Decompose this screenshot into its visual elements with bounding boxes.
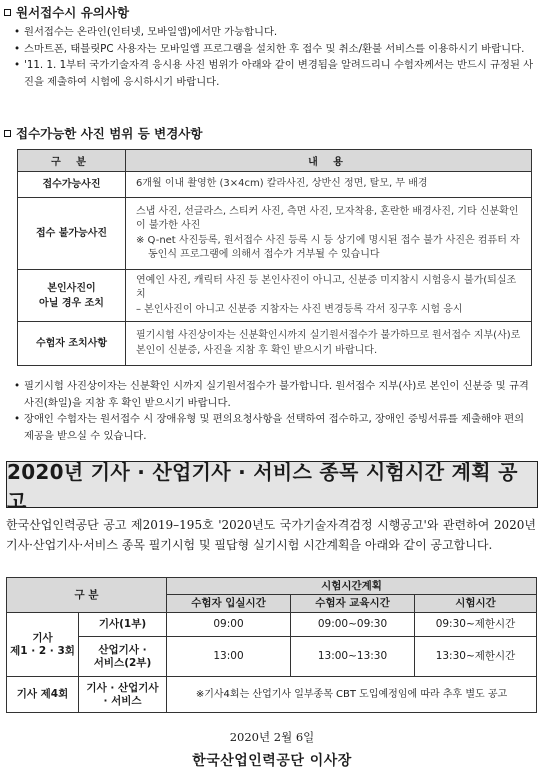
section-title-precautions (4, 3, 129, 21)
schedule-header-group: 구 분 (7, 578, 167, 613)
row-content: 6개월 이내 촬영한 (3×4cm) 칼라사진, 상반신 정면, 탈모, 무 배경 (126, 172, 532, 198)
table-row (18, 198, 532, 270)
row-label-line: 본인사진이 (47, 282, 96, 294)
sub-label (79, 637, 167, 677)
row-content (126, 198, 532, 270)
sub-label-line: · 서비스 (103, 694, 142, 707)
additional-notes-list (14, 378, 534, 444)
exam-time: 09:30~제한시간 (415, 613, 537, 637)
row-note: ※ Q-net 사진등록, 원서접수 사진 등록 시 등 상기에 명시된 접수 불가 사진은 컴퓨터 자동인식 프로그램에 의해서 접수가 거부될 수 있습니다 (136, 234, 520, 260)
education-time: 13:00~13:30 (291, 637, 415, 677)
schedule-header-plan: 시험시간계획 (167, 578, 537, 595)
round4-note: ※기사4회는 산업기사 일부종목 CBT 도입예정임에 따라 추후 별도 공고 (167, 677, 537, 713)
row-label: 접수가능사진 (18, 172, 126, 198)
col-entry-time: 수험자 입실시간 (167, 595, 291, 613)
photo-rules-table (17, 149, 532, 366)
row-dash-note: – 본인사진이 아니고 신분증 지참자는 사진 변경등록 각서 징구후 시험 응시 (136, 303, 463, 315)
row-content-text: 스냅 사진, 선글라스, 스티커 사진, 측면 사진, 모자착용, 혼란한 배경사진, 기타 신분확인이 불가한 사진 (136, 205, 519, 231)
table-header: 내 용 (126, 150, 532, 172)
table-row (18, 270, 532, 322)
sub-label-line: 서비스(2부) (93, 656, 152, 669)
education-time: 09:00~09:30 (291, 613, 415, 637)
table-header: 구 분 (18, 150, 126, 172)
announcement-paragraph: 한국산업인력공단 공고 제2019–195호 '2020년도 국가기술자격검정 시행공고'와 관련하여 2020년 기사·산업기사·서비스 종목 필기시험 및 필답형 실기시험 시간계획을 아래와 같이 공고합니다. (6, 518, 536, 552)
issuer-signature: 한국산업인력공단 이사장 (192, 753, 352, 769)
group-label-1to3 (7, 613, 79, 677)
row-label: 수험자 조치사항 (18, 322, 126, 366)
entry-time: 13:00 (167, 637, 291, 677)
section-title-photo-changes (4, 124, 202, 142)
square-bullet-icon (4, 130, 11, 137)
group-label-line: 기사 (32, 631, 53, 644)
sub-label: 기사(1부) (79, 613, 167, 637)
exam-schedule-table (6, 577, 537, 713)
col-exam-time: 시험시간 (415, 595, 537, 613)
list-item: • 스마트폰, 태블릿PC 사용자는 모바일앱 프로그램을 설치한 후 접수 및 취소/환불 서비스를 이용하시기 바랍니다. (14, 41, 534, 58)
table-row (7, 637, 537, 677)
row-label-line: 아닐 경우 조치 (39, 297, 104, 309)
row-label (18, 270, 126, 322)
table-row (7, 613, 537, 637)
section-title-text: 원서접수시 유의사항 (16, 5, 130, 20)
announcement-title: 2020년 기사 · 산업기사 · 서비스 종목 시험시간 계획 공고 (7, 459, 518, 513)
table-row (18, 322, 532, 366)
sub-label (79, 677, 167, 713)
list-item: • '11. 1. 1부터 국가기술자격 응시용 사진 범위가 아래와 같이 변경됨을 알려드리니 수험자께서는 반드시 규정된 사진을 제출하여 시험에 응시하시기 바랍니다. (14, 57, 534, 90)
square-bullet-icon (4, 9, 11, 16)
list-item: • 장애인 수험자는 원서접수 시 장애유형 및 편의요청사항을 선택하여 접수하고, 장애인 증빙서류를 제출해야 편의제공을 받으실 수 있습니다. (14, 411, 534, 444)
precautions-list (14, 24, 534, 90)
col-education-time: 수험자 교육시간 (291, 595, 415, 613)
row-content: 필기시험 사진상이자는 신분확인시까지 실기원서접수가 불가하므로 원서접수 지부(사)로 본인이 신분증, 사진을 지참 후 확인 받으시기 바랍니다. (126, 322, 532, 366)
announcement-date: 2020년 2월 6일 (229, 730, 315, 744)
row-label: 접수 불가능사진 (18, 198, 126, 270)
sub-label-line: 산업기사 · (98, 643, 147, 656)
list-item: • 필기시험 사진상이자는 신분확인 시까지 실기원서접수가 불가합니다. 원서접수 지부(사)로 본인이 신분증 및 규격사진(화일)을 지참 후 확인 받으시기 바랍니다. (14, 378, 534, 411)
table-row (7, 677, 537, 713)
group-label-4th: 기사 제4회 (7, 677, 79, 713)
row-content (126, 270, 532, 322)
section-title-text: 접수가능한 사진 범위 등 변경사항 (16, 126, 203, 141)
sub-label-line: 기사 · 산업기사 (86, 681, 159, 694)
entry-time: 09:00 (167, 613, 291, 637)
table-row (18, 172, 532, 198)
list-item: • 원서접수는 온라인(인터넷, 모바일앱)에서만 가능합니다. (14, 24, 534, 41)
exam-time: 13:30~제한시간 (415, 637, 537, 677)
group-label-line: 제1 · 2 · 3회 (10, 644, 75, 657)
announcement-title-banner (6, 459, 538, 513)
row-content-text: 연예인 사진, 캐릭터 사진 등 본인사진이 아니고, 신분증 미지참시 시험응시 불가(퇴실조치 (136, 274, 517, 301)
